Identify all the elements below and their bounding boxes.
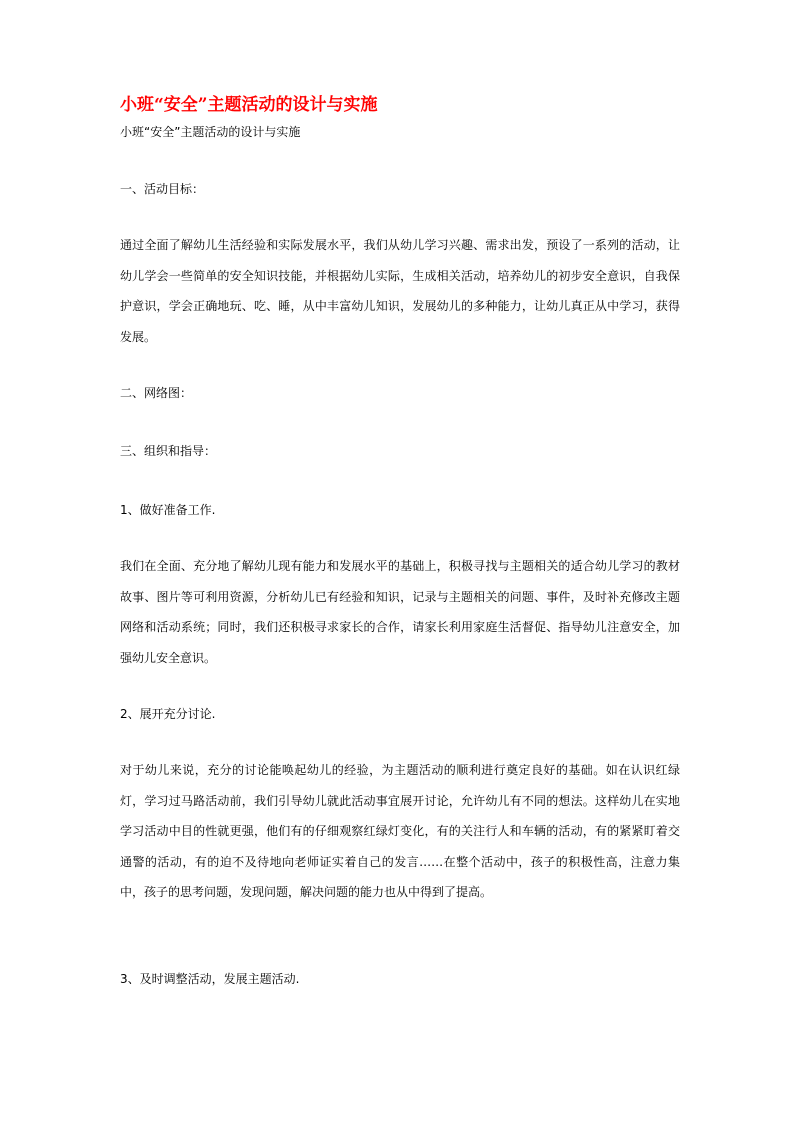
document-page <box>120 93 680 986</box>
document-title: 小班“安全”主题活动的设计与实施 <box>120 95 378 115</box>
section-heading-guidance: 三、组织和指导： <box>120 444 217 458</box>
section-heading-goals: 一、活动目标： <box>120 182 205 196</box>
section-heading-network: 二、网络图： <box>120 386 193 400</box>
step-heading-preparation: 1、做好准备工作. <box>120 503 216 517</box>
step-heading-adjustment: 3、及时调整活动，发展主题活动. <box>120 972 300 986</box>
document-subtitle: 小班“安全”主题活动的设计与实施 <box>120 125 301 139</box>
paragraph-preparation: 我们在全面、充分地了解幼儿现有能力和发展水平的基础上，积极寻找与主题相关的适合幼儿学习的教材故事、图片等可利用资源，分析幼儿已有经验和知识，记录与主题相关的问题、事件，及时补充修改主题网络和活动系统；同时，我们还积极寻求家长的合作，请家长利用家庭生活督促、指导幼儿注意安全，加强幼儿安全意识。 <box>120 559 680 665</box>
paragraph-goals: 通过全面了解幼儿生活经验和实际发展水平，我们从幼儿学习兴趣、需求出发，预设了一系列的活动，让幼儿学会一些简单的安全知识技能，并根据幼儿实际，生成相关活动，培养幼儿的初步安全意识，自我保护意识，学会正确地玩、吃、睡，从中丰富幼儿知识，发展幼儿的多种能力，让幼儿真正从中学习，获得发展。 <box>120 238 680 344</box>
paragraph-discussion: 对于幼儿来说，充分的讨论能唤起幼儿的经验，为主题活动的顺利进行奠定良好的基础。如在认识红绿灯，学习过马路活动前，我们引导幼儿就此活动事宜展开讨论，允许幼儿有不同的想法。这样幼儿在实地学习活动中目的性就更强，他们有的仔细观察红绿灯变化，有的关注行人和车辆的活动，有的紧紧盯着交通警的活动，有的迫不及待地向老师证实着自己的发言……在整个活动中，孩子的积极性高，注意力集中，孩子的思考问题，发现问题，解决问题的能力也从中得到了提高。 <box>120 763 680 899</box>
step-heading-discussion: 2、展开充分讨论. <box>120 707 216 721</box>
